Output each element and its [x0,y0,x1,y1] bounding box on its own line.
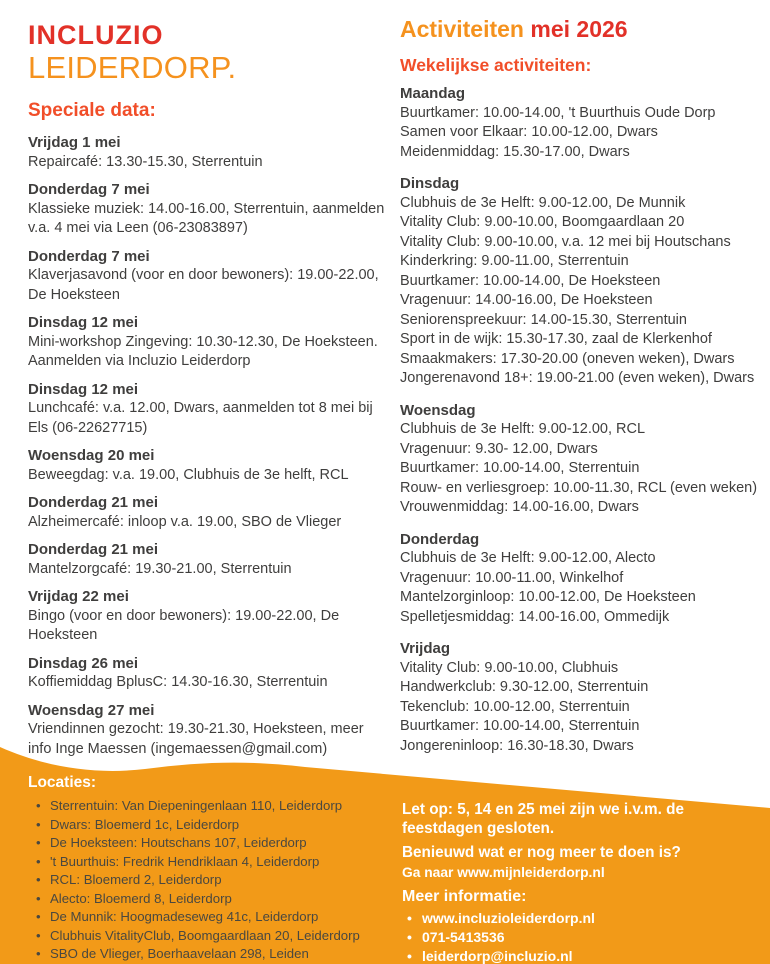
weekday-block [400,401,764,518]
closed-days-notice: Let op: 5, 14 en 25 mei zijn we i.v.m. de feestdagen gesloten. [402,801,684,837]
more-information-heading: Meer informatie: [402,888,527,905]
weekday-block [400,530,764,628]
event-description: Koffiemiddag BplusC: 14.30-16.30, Sterrentuin [28,674,328,690]
event-item [28,493,386,532]
activity-line: Buurtkamer: 10.00-14.00, Sterrentuin [400,460,640,476]
location-item: • SBO de Vlieger, Boerhaavelaan 298, Leiden [28,945,398,964]
locations-list [28,797,398,964]
activity-line: Clubhuis de 3e Helft: 9.00-12.00, De Munnik [400,194,686,211]
activity-line: Tekenclub: 10.00-12.00, Sterrentuin [400,698,630,715]
event-date: Dinsdag 12 mei [28,380,139,398]
activity-line: Meidenmiddag: 15.30-17.00, Dwars [400,143,630,160]
activity-line: Vragenuur: 9.30- 12.00, Dwars [400,440,598,457]
location-item: • Sterrentuin: Van Diepeningenlaan 110, Leiderdorp [28,797,398,816]
weekday-block [400,84,764,162]
event-item [28,380,386,439]
mijnleiderdorp-link-text: Ga naar www.mijnleiderdorp.nl [402,865,605,880]
activity-line: Smaakmakers: 17.30-20.00 (oneven weken), Dwars [400,350,735,367]
event-description: Bingo (voor en door bewoners): 19.00-22.00, De Hoeksteen [28,607,340,643]
contact-item: • leiderdorp@incluzio.nl [402,947,734,964]
event-description: Lunchcafé: v.a. 12.00, Dwars, aanmelden tot 8 mei bij Els (06-22627715) [28,400,373,436]
more-to-do-question: Benieuwd wat er nog meer te doen is? [402,844,681,861]
activity-line: Kinderkring: 9.00-11.00, Sterrentuin [400,253,629,269]
activity-line: Vitality Club: 9.00-10.00, Boomgaardlaan 20 [400,214,685,230]
activity-line: Buurtkamer: 10.00-14.00, Sterrentuin [400,718,640,734]
locations-heading: Locaties: [28,774,97,791]
event-description: Mantelzorgcafé: 19.30-21.00, Sterrentuin [28,560,292,577]
page-title-mei-2026: mei 2026 [530,16,628,42]
activity-line: Samen voor Elkaar: 10.00-12.00, Dwars [400,124,658,140]
location-item: • Clubhuis VitalityClub, Boomgaardlaan 20, Leiderdorp [28,927,398,946]
event-date: Vrijdag 1 mei [28,134,121,151]
notice-section [402,800,734,964]
location-item: • RCL: Bloemerd 2, Leiderdorp [28,871,398,890]
activity-line: Jongereninloop: 16.30-18.30, Dwars [400,737,634,754]
event-date: Vrijdag 22 mei [28,588,129,605]
weekday-activity-lines [400,420,764,518]
event-date: Donderdag 7 mei [28,181,150,198]
activity-line: Rouw- en verliesgroep: 10.00-11.30, RCL (even weken) [400,479,758,496]
event-description: Mini-workshop Zingeving: 10.30-12.30, De Hoeksteen. Aanmelden via Incluzio Leiderdorp [28,333,378,369]
weekday-block [400,174,764,389]
activity-line: Sport in de wijk: 15.30-17.30, zaal de Klerkenhof [400,331,712,347]
location-item: • 't Buurthuis: Fredrik Hendriklaan 4, Leiderdorp [28,853,398,872]
event-description: Beweegdag: v.a. 19.00, Clubhuis de 3e helft, RCL [28,466,349,483]
event-description: Repaircafé: 13.30-15.30, Sterrentuin [28,153,263,170]
weekday-activity-lines [400,549,764,627]
weekday-name: Dinsdag [400,175,460,192]
logo-leiderdorp-text: LEIDERDORP. [28,50,237,85]
event-date: Woensdag 20 mei [28,447,155,464]
weekday-name: Donderdag [400,530,480,548]
activity-line: Jongerenavond 18+: 19.00-21.00 (even weken), Dwars [400,370,755,386]
contact-item: • www.incluzioleiderdorp.nl [402,909,734,928]
location-item: • Dwars: Bloemerd 1c, Leiderdorp [28,816,398,835]
activity-line: Clubhuis de 3e Helft: 9.00-12.00, Alecto [400,550,656,566]
activity-line: Mantelzorginloop: 10.00-12.00, De Hoeksteen [400,589,696,605]
event-date: Dinsdag 12 mei [28,314,139,331]
event-item [28,654,386,693]
event-description: Klassieke muziek: 14.00-16.00, Sterrentuin, aanmelden v.a. 4 mei via Leen (06-23083897) [28,200,385,236]
special-dates-heading: Speciale data: [28,100,156,121]
contact-item: • 071-5413536 [402,928,734,947]
locations-section [28,773,398,964]
weekly-activities-heading: Wekelijkse activiteiten: [400,55,592,75]
weekday-list [400,84,764,756]
event-item [28,247,386,306]
event-date: Dinsdag 26 mei [28,654,139,672]
activity-line: Vitality Club: 9.00-10.00, v.a. 12 mei bij Houtschans [400,233,731,250]
event-item [28,587,386,646]
weekday-activity-lines [400,104,764,163]
location-item: • De Munnik: Hoogmadeseweg 41c, Leiderdorp [28,908,398,927]
event-date: Donderdag 21 mei [28,494,159,511]
activity-line: Handwerkclub: 9.30-12.00, Sterrentuin [400,679,649,695]
page-title [400,16,764,43]
location-item: • De Hoeksteen: Houtschans 107, Leiderdorp [28,834,398,853]
weekday-name: Vrijdag [400,640,451,657]
special-events-list [28,133,386,759]
event-item [28,446,386,485]
location-item: • Alecto: Bloemerd 8, Leiderdorp [28,890,398,909]
event-item [28,180,386,239]
event-description: Alzheimercafé: inloop v.a. 19.00, SBO de Vlieger [28,513,342,530]
special-dates-section [28,100,386,767]
event-date: Donderdag 21 mei [28,541,159,558]
weekly-activities-section [400,16,764,768]
activity-line: Vrouwenmiddag: 14.00-16.00, Dwars [400,499,639,515]
event-item [28,133,386,172]
weekday-name: Maandag [400,85,466,102]
weekday-name: Woensdag [400,401,476,419]
event-description: Vriendinnen gezocht: 19.30-21.30, Hoeksteen, meer info Inge Maessen (ingemaessen@gmail.com) [28,721,364,757]
activity-line: Vragenuur: 14.00-16.00, De Hoeksteen [400,292,653,308]
event-item [28,313,386,372]
activity-line: Spelletjesmiddag: 14.00-16.00, Ommedijk [400,608,670,625]
weekday-activity-lines [400,194,764,389]
activity-line: Vragenuur: 10.00-11.00, Winkelhof [400,569,624,586]
page-title-activiteiten: Activiteiten [400,16,524,42]
logo-incluzio-text: INCLUZIO [28,20,164,50]
incluzio-leiderdorp-logo [28,22,236,83]
activity-line: Vitality Club: 9.00-10.00, Clubhuis [400,659,619,676]
event-description: Klaverjasavond (voor en door bewoners): 19.00-22.00, De Hoeksteen [28,267,379,303]
contact-list [402,909,734,964]
event-date: Woensdag 27 mei [28,701,155,719]
activity-line: Buurtkamer: 10.00-14.00, 't Buurthuis Oude Dorp [400,104,716,121]
event-item [28,540,386,579]
activity-line: Seniorenspreekuur: 14.00-15.30, Sterrentuin [400,311,687,328]
event-date: Donderdag 7 mei [28,247,150,265]
activity-line: Buurtkamer: 10.00-14.00, De Hoeksteen [400,272,661,289]
activity-line: Clubhuis de 3e Helft: 9.00-12.00, RCL [400,421,646,437]
